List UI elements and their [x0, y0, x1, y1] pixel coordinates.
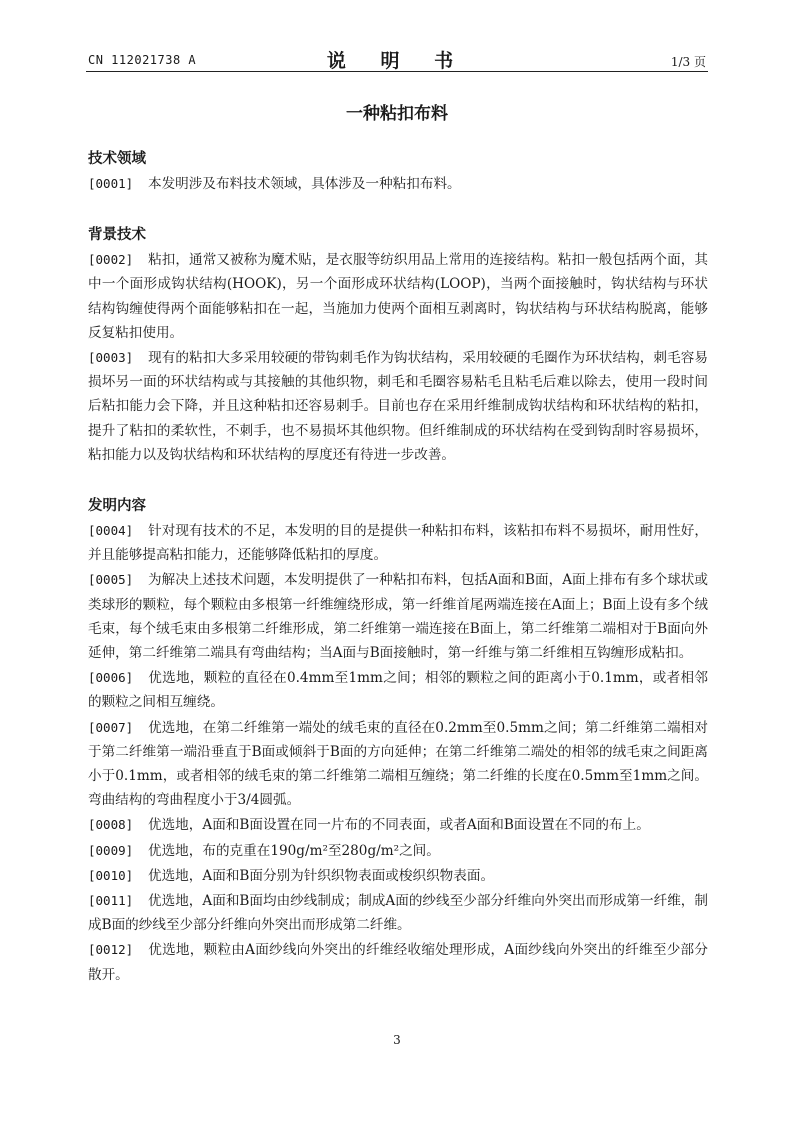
paragraph-number: [0009]	[88, 842, 134, 858]
section-technical-field	[88, 148, 708, 196]
paragraph-text: 优选地，布的克重在190g/m²至280g/m²之间。	[148, 842, 440, 859]
paragraph-text: 针对现有技术的不足，本发明的目的是提供一种粘扣布料，该粘扣布料不易损坏，耐用性好，并且能够提高粘扣能力，还能够降低粘扣的厚度。	[88, 523, 708, 564]
header-doc-type: 说 明 书	[326, 50, 468, 72]
paragraph	[88, 666, 708, 714]
paragraph	[88, 716, 708, 813]
section-background	[88, 224, 708, 467]
paragraph-text: 优选地，A面和B面均由纱线制成；制成A面的纱线至少部分纤维向外突出而形成第一纤维，制成B面的纱线至少部分纤维向外突出而形成第二纤维。	[88, 893, 708, 934]
paragraph	[88, 889, 708, 937]
header-doc-number: CN 112021738 A	[88, 53, 197, 67]
paragraph-text: 优选地，颗粒由A面纱线向外突出的纤维经收缩处理形成，A面纱线向外突出的纤维至少部分散开。	[88, 942, 708, 983]
paragraph-number: [0011]	[88, 893, 134, 909]
paragraph-text: 优选地，A面和B面分别为针织织物表面或梭织织物表面。	[148, 867, 495, 884]
page-number: 3	[393, 1033, 401, 1047]
paragraph	[88, 568, 708, 665]
paragraph	[88, 346, 708, 467]
paragraph-text: 优选地，颗粒的直径在0.4mm至1mm之间；相邻的颗粒之间的距离小于0.1mm，或者相邻的颗粒之间相互缠绕。	[88, 670, 708, 711]
paragraph	[88, 519, 708, 567]
paragraph	[88, 813, 708, 837]
paragraph	[88, 248, 708, 345]
paragraph-text: 优选地，A面和B面设置在同一片布的不同表面，或者A面和B面设置在不同的布上。	[148, 817, 650, 834]
section-heading: 背景技术	[88, 227, 146, 244]
paragraph-number: [0006]	[88, 670, 134, 686]
paragraph	[88, 938, 708, 986]
paragraph	[88, 839, 708, 863]
document-body	[88, 148, 708, 988]
paragraph-number: [0001]	[88, 176, 134, 191]
paragraph-number: [0010]	[88, 867, 134, 883]
paragraph	[88, 172, 708, 196]
paragraph-text: 本发明涉及布料技术领域，具体涉及一种粘扣布料。	[148, 176, 461, 192]
paragraph-text: 为解决上述技术问题，本发明提供了一种粘扣布料，包括A面和B面，A面上排布有多个球状或类球形的颗粒，每个颗粒由多根第一纤维缠绕形成，第一纤维首尾两端连接在A面上；B面上设有多个绒毛束，每个绒毛束由多根第二纤维形成，第二纤维第一端连接在B面上，第二纤维第二端相对于B面向外延伸，第二纤维第二端具有弯曲结构；当A面与B面接触时，第一纤维与第二纤维相互钩缠形成粘扣。	[88, 572, 708, 662]
document-title: 一种粘扣布料	[346, 104, 448, 124]
paragraph-number: [0003]	[88, 350, 134, 366]
header-divider	[86, 71, 708, 72]
paragraph-number: [0007]	[88, 719, 134, 735]
paragraph-number: [0008]	[88, 817, 134, 833]
paragraph-text: 粘扣，通常又被称为魔术贴，是衣服等纺织用品上常用的连接结构。粘扣一般包括两个面，其中一个面形成钩状结构(HOOK)，另一个面形成环状结构(LOOP)，当两个面接触时，钩状结构与环状结构钩缠使得两个面能够粘扣在一起，当施加力使两个面相互剥离时，钩状结构与环状结构脱离，能够反复粘扣使用。	[88, 252, 708, 341]
paragraph	[88, 864, 708, 888]
paragraph-number: [0005]	[88, 572, 134, 588]
section-heading: 发明内容	[88, 498, 146, 515]
paragraph-number: [0002]	[88, 252, 134, 268]
section-heading: 技术领域	[88, 151, 146, 167]
header-page: 1/3 页	[670, 55, 706, 69]
paragraph-text: 优选地，在第二纤维第一端处的绒毛束的直径在0.2mm至0.5mm之间；第二纤维第二端相对于第二纤维第一端沿垂直于B面或倾斜于B面的方向延伸；在第二纤维第二端处的相邻的绒毛束之间距离小于0.1mm，或者相邻的绒毛束的第二纤维第二端相互缠绕；第二纤维的长度在0.5mm至1mm之间。弯曲结构的弯曲程度小于3/4圆弧。	[88, 719, 708, 809]
paragraph-text: 现有的粘扣大多采用较硬的带钩刺毛作为钩状结构，采用较硬的毛圈作为环状结构，刺毛容易损坏另一面的环状结构或与其接触的其他织物，刺毛和毛圈容易粘毛且粘毛后难以除去，使用一段时间后粘扣能力会下降，并且这种粘扣还容易刺手。目前也存在采用纤维制成钩状结构和环状结构的粘扣，提升了粘扣的柔软性，不刺手，也不易损坏其他织物。但纤维制成的环状结构在受到钩刮时容易损坏，粘扣能力以及钩状结构和环状结构的厚度还有待进一步改善。	[88, 350, 708, 463]
paragraph-number: [0012]	[88, 942, 134, 958]
section-summary	[88, 495, 708, 987]
paragraph-number: [0004]	[88, 523, 134, 539]
